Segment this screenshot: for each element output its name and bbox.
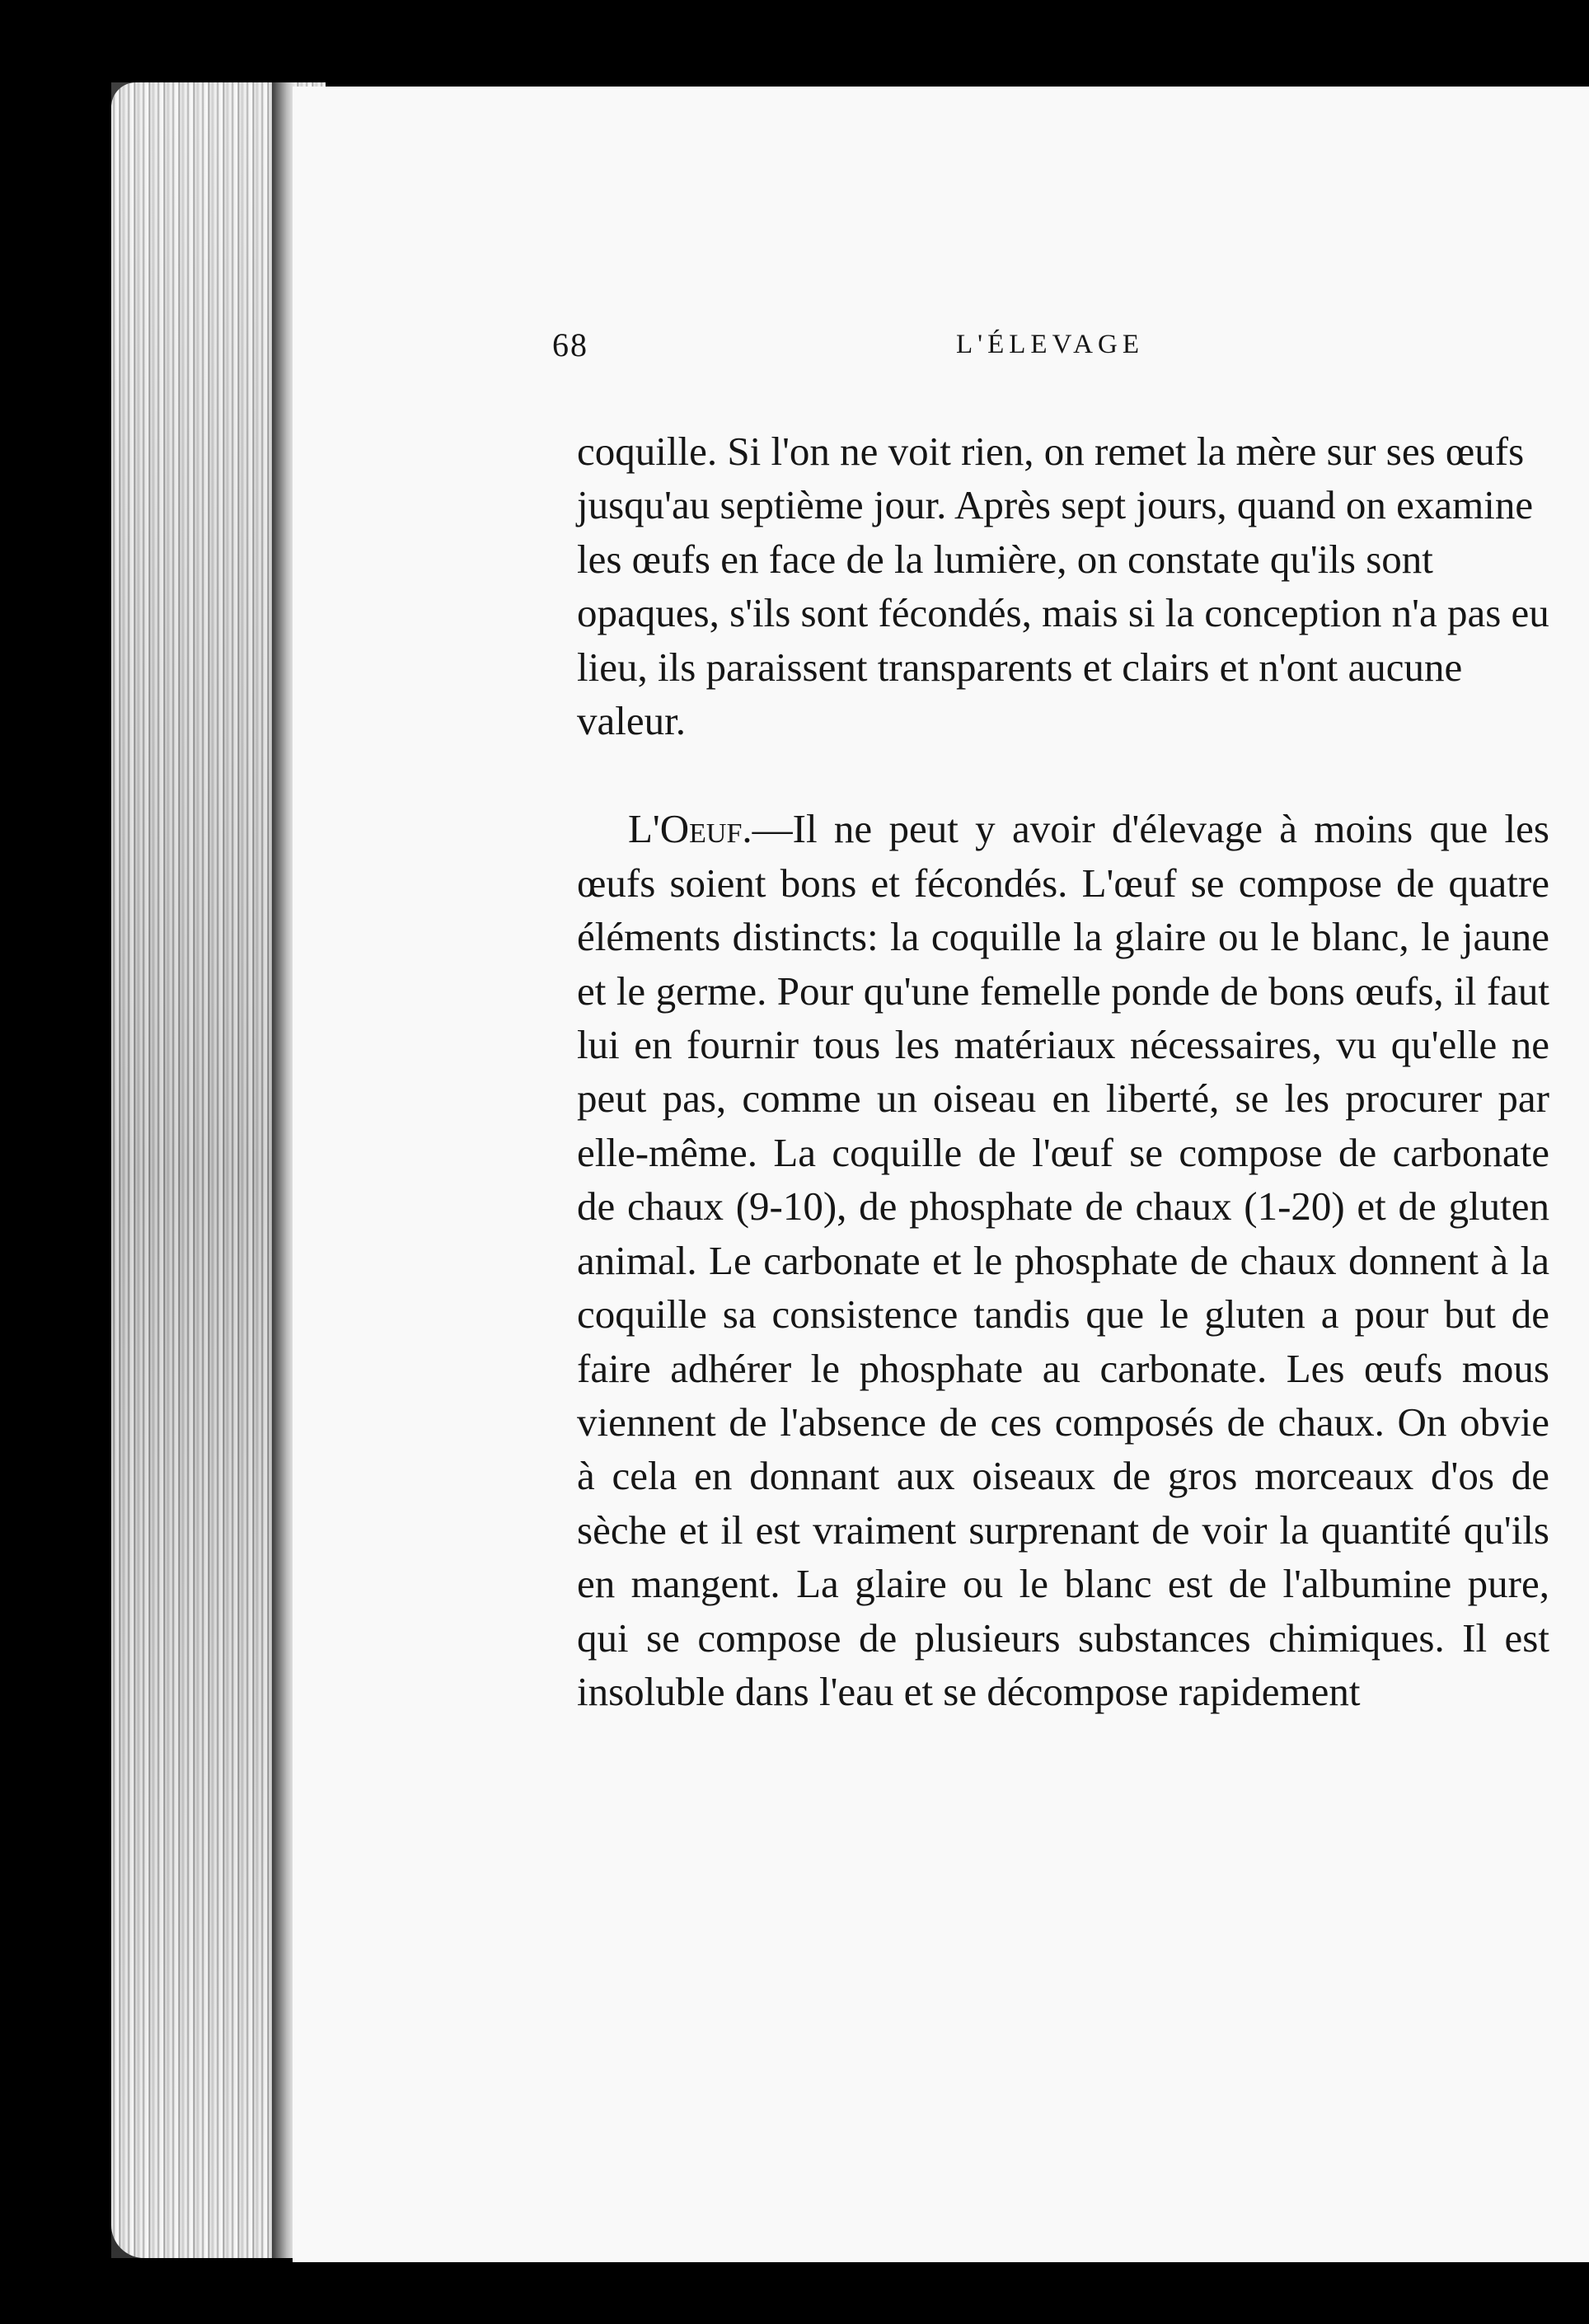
body-text (577, 424, 1549, 1718)
paragraph-gap (577, 747, 1549, 802)
running-title: L'ÉLEVAGE (956, 330, 1144, 359)
paragraph-oeuf-text: —Il ne peut y avoir d'élevage à moins que les œufs soient bons et fécondés. L'œuf se compose de quatre éléments distincts: la coquille la glaire ou le blanc, le jaune et le germe. Pour qu'une femelle ponde de bons œufs, il faut lui en fournir tous les matériaux nécessaires, vu qu'elle ne peut pas, comme un oiseau en liberté, se les procurer par elle-même. La coquille de l'œuf se compose de carbonate de chaux (9-10), de phosphate de chaux (1-20) et de gluten animal. Le carbonate et le phosphate de chaux donnent à la coquille sa consistence tandis que le gluten a pour but de faire adhérer le phosphate au carbonate. Les œufs mous viennent de l'absence de ces composés de chaux. On obvie à cela en donnant aux oiseaux de gros morceaux d'os de sèche et il est vraiment surprenant de voir la quantité qu'ils en mangent. La glaire ou le blanc est de l'albumine pure, qui se compose de plusieurs substances chimiques. Il est insoluble dans l'eau et se décompose rapidement (577, 806, 1549, 1714)
section-heading: L'Oeuf. (628, 806, 752, 852)
paragraph-oeuf (577, 802, 1549, 1718)
paragraph-continuation: coquille. Si l'on ne voit rien, on remet la mère sur ses œufs jusqu'au septième jour. Après sept jours, quand on examine les œufs en face de la lumière, on constate qu'ils sont opaques, s'ils sont fécondés, mais si la conception n'a pas eu lieu, ils paraissent transparents et clairs et n'ont aucune valeur. (577, 429, 1549, 744)
page-header (536, 326, 1589, 375)
page-number: 68 (552, 326, 588, 363)
